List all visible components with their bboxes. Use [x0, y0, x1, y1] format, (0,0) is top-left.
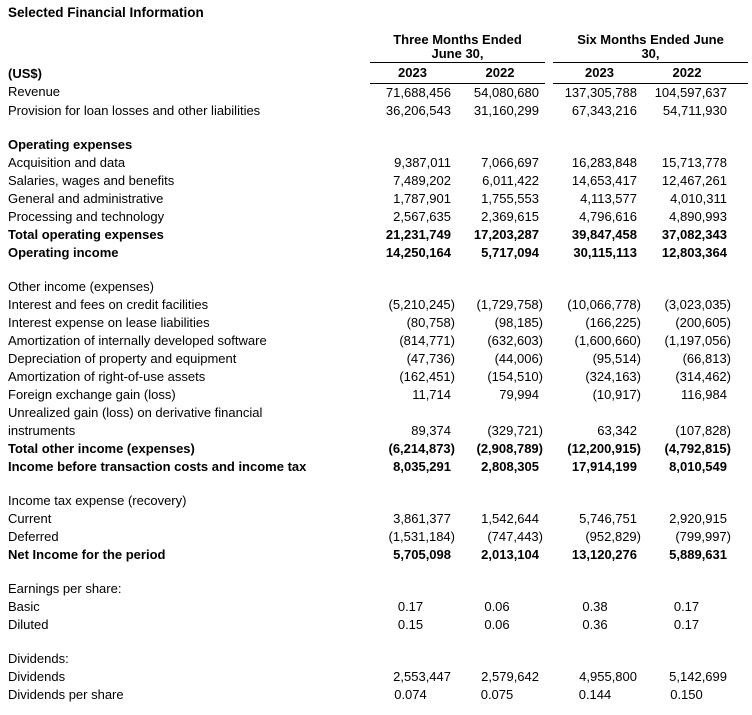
column-gap: [545, 598, 553, 616]
spacer-row: [8, 262, 748, 278]
spacer-row: [8, 120, 748, 136]
table-body: [8, 83, 748, 704]
column-group-header-row: [8, 32, 748, 62]
value-cell: 54,711,930: [662, 102, 727, 118]
section-header-row: [8, 404, 748, 422]
table-row: [8, 332, 748, 350]
row-label: Acquisition and data: [8, 154, 126, 170]
value-cell: 1,542,644: [481, 510, 539, 526]
spacer-row: [8, 564, 748, 580]
value-cell: 0.06: [484, 598, 510, 614]
year-col-1: 2023: [370, 62, 455, 83]
value-cell: 54,080,680: [473, 84, 539, 100]
section-header-row: [8, 650, 748, 668]
row-label: Earnings per share:: [8, 580, 122, 596]
column-gap: [545, 404, 553, 422]
spacer-cell: [8, 564, 748, 580]
column-gap: [545, 314, 553, 332]
value-cell: 9,387,011: [394, 154, 451, 170]
value-cell: (1,197,056): [664, 332, 731, 348]
column-gap: [545, 32, 553, 62]
value-cell: 89,374: [411, 422, 451, 438]
row-label: Amortization of internally developed software: [8, 332, 267, 348]
value-cell: 0.17: [673, 616, 700, 632]
value-cell: 12,803,364: [661, 244, 727, 260]
empty-cell: [370, 136, 455, 154]
table-row: [8, 616, 748, 634]
value-cell: 137,305,788: [564, 84, 637, 100]
year-col-2: 2022: [455, 62, 545, 83]
value-cell: 21,231,749: [385, 226, 451, 242]
value-cell: (44,006): [494, 350, 543, 366]
value-cell: (324,163): [585, 368, 641, 384]
value-cell: (3,023,035): [664, 296, 731, 312]
empty-cell: [646, 492, 748, 510]
empty-cell: [646, 404, 748, 422]
spacer-row: [8, 476, 748, 492]
value-cell: (1,531,184): [388, 528, 455, 544]
value-cell: 5,889,631: [669, 546, 727, 562]
value-cell: (814,771): [399, 332, 455, 348]
spacer-cell: [8, 120, 748, 136]
value-cell: 8,010,549: [669, 458, 727, 474]
value-cell: 37,082,343: [661, 226, 727, 242]
column-gap: [545, 386, 553, 404]
value-cell: 2,567,635: [393, 208, 451, 224]
value-cell: 0.36: [582, 616, 608, 632]
value-cell: 2,013,104: [481, 546, 539, 562]
empty-cell: [455, 492, 545, 510]
column-gap: [545, 440, 553, 458]
value-cell: 36,206,543: [385, 102, 451, 118]
table-row: [8, 226, 748, 244]
value-cell: (166,225): [585, 314, 641, 330]
year-col-4: 2022: [646, 62, 748, 83]
row-label: Interest and fees on credit facilities: [8, 296, 209, 312]
section-header-row: [8, 492, 748, 510]
row-label: Net Income for the period: [8, 546, 166, 562]
row-label: General and administrative: [8, 190, 164, 206]
table-row: [8, 386, 748, 404]
value-cell: (98,185): [494, 314, 543, 330]
value-cell: 1,755,553: [481, 190, 539, 206]
column-gap: [545, 368, 553, 386]
column-gap: [545, 172, 553, 190]
empty-cell: [455, 278, 545, 296]
column-gap: [545, 244, 553, 262]
currency-label: (US$): [8, 66, 42, 81]
value-cell: 11,714: [412, 386, 451, 402]
spacer-row: [8, 634, 748, 650]
spacer-cell: [8, 476, 748, 492]
value-cell: 2,369,615: [481, 208, 539, 224]
value-cell: (329,721): [487, 422, 543, 438]
value-cell: 17,203,287: [473, 226, 539, 242]
value-cell: 67,343,216: [571, 102, 637, 118]
table-header: [8, 32, 748, 83]
col-group-line1: Three Months Ended: [393, 31, 522, 47]
value-cell: 79,994: [499, 386, 539, 402]
value-cell: 7,066,697: [481, 154, 539, 170]
empty-cell: [370, 650, 455, 668]
row-label: Deferred: [8, 528, 59, 544]
table-row: [8, 208, 748, 226]
column-gap: [545, 616, 553, 634]
column-gap: [545, 668, 553, 686]
col-group-line1: Six Months Ended June: [577, 31, 724, 47]
empty-cell: [646, 136, 748, 154]
value-cell: (314,462): [675, 368, 731, 384]
value-cell: 5,717,094: [481, 244, 539, 260]
value-cell: (1,600,660): [574, 332, 641, 348]
value-cell: 13,120,276: [571, 546, 637, 562]
value-cell: 0.074: [394, 686, 427, 702]
empty-cell: [455, 404, 545, 422]
value-cell: 71,688,456: [385, 84, 451, 100]
column-gap: [545, 686, 553, 704]
empty-cell: [646, 278, 748, 296]
empty-cell: [553, 650, 646, 668]
value-cell: (5,210,245): [388, 296, 455, 312]
spacer-cell: [8, 634, 748, 650]
value-cell: (747,443): [487, 528, 543, 544]
row-label: Dividends: [8, 668, 66, 684]
empty-cell: [553, 580, 646, 598]
spacer-cell: [8, 262, 748, 278]
row-label: Other income (expenses): [8, 278, 154, 294]
value-cell: (80,758): [406, 314, 455, 330]
row-label: Interest expense on lease liabilities: [8, 314, 210, 330]
value-cell: 15,713,778: [661, 154, 727, 170]
section-header-row: [8, 278, 748, 296]
empty-cell: [370, 580, 455, 598]
column-gap: [545, 458, 553, 476]
value-cell: 0.15: [397, 616, 424, 632]
value-cell: (162,451): [399, 368, 455, 384]
column-gap: [545, 208, 553, 226]
value-cell: 0.17: [673, 598, 700, 614]
value-cell: (10,917): [592, 386, 641, 402]
row-label: Diluted: [8, 616, 49, 632]
empty-cell: [455, 136, 545, 154]
column-gap: [545, 102, 553, 120]
row-label: Total other income (expenses): [8, 440, 195, 456]
row-label: Amortization of right-of-use assets: [8, 368, 206, 384]
value-cell: 0.075: [480, 686, 514, 702]
value-cell: 30,115,113: [573, 244, 637, 260]
value-cell: 0.150: [670, 686, 703, 702]
value-cell: (12,200,915): [567, 440, 641, 456]
row-label: Operating income: [8, 244, 119, 260]
empty-cell: [553, 278, 646, 296]
column-gap: [545, 350, 553, 368]
row-label: Total operating expenses: [8, 226, 164, 242]
value-cell: (1,729,758): [476, 296, 543, 312]
value-cell: 4,113,577: [580, 190, 637, 206]
value-cell: (154,510): [487, 368, 543, 384]
empty-cell: [553, 404, 646, 422]
column-gap: [545, 528, 553, 546]
row-label: Operating expenses: [8, 136, 133, 152]
value-cell: 0.17: [397, 598, 424, 614]
empty-cell: [646, 580, 748, 598]
value-cell: 4,890,993: [669, 208, 727, 224]
empty-cell: [553, 136, 646, 154]
row-label: Dividends:: [8, 650, 69, 666]
column-gap: [545, 190, 553, 208]
table-row: [8, 368, 748, 386]
column-gap: [545, 154, 553, 172]
empty-cell: [370, 278, 455, 296]
value-cell: (47,736): [406, 350, 455, 366]
table-row: [8, 546, 748, 564]
value-cell: 2,920,915: [669, 510, 727, 526]
value-cell: 16,283,848: [571, 154, 637, 170]
value-cell: 31,160,299: [473, 102, 539, 118]
col-group-line2: 30,: [641, 45, 660, 61]
column-gap: [545, 650, 553, 668]
column-gap: [545, 546, 553, 564]
value-cell: 39,847,458: [571, 226, 637, 242]
empty-cell: [455, 580, 545, 598]
value-cell: (66,813): [682, 350, 731, 366]
value-cell: 2,553,447: [393, 668, 451, 684]
year-col-3: 2023: [553, 62, 646, 83]
col-group-three-months: [370, 32, 545, 62]
value-cell: 6,011,422: [482, 172, 539, 188]
table-row: [8, 172, 748, 190]
table-row: [8, 510, 748, 528]
value-cell: (95,514): [592, 350, 641, 366]
table-row: [8, 422, 748, 440]
col-group-line2: June 30,: [431, 45, 484, 61]
empty-cell: [370, 492, 455, 510]
table-row: [8, 686, 748, 704]
column-gap: [545, 226, 553, 244]
value-cell: 5,142,699: [669, 668, 727, 684]
section-header-row: [8, 580, 748, 598]
table-row: [8, 102, 748, 120]
column-gap: [545, 422, 553, 440]
table-row: [8, 528, 748, 546]
empty-cell: [646, 650, 748, 668]
column-gap: [545, 278, 553, 296]
value-cell: 0.144: [578, 686, 612, 702]
page-title: Selected Financial Information: [8, 5, 204, 20]
value-cell: (632,603): [487, 332, 543, 348]
value-cell: 4,010,311: [670, 190, 727, 206]
row-label: Basic: [8, 598, 40, 614]
column-gap: [545, 296, 553, 314]
value-cell: (4,792,815): [664, 440, 731, 456]
value-cell: 63,342: [597, 422, 637, 438]
value-cell: (799,997): [675, 528, 731, 544]
column-gap: [545, 62, 553, 83]
column-gap: [545, 136, 553, 154]
table-row: [8, 296, 748, 314]
column-gap: [545, 492, 553, 510]
row-label: Foreign exchange gain (loss): [8, 386, 176, 402]
row-label: Provision for loan losses and other liabilities: [8, 102, 261, 118]
value-cell: (6,214,873): [388, 440, 455, 456]
value-cell: 2,808,305: [481, 458, 539, 474]
value-cell: 12,467,261: [661, 172, 727, 188]
table-row: [8, 244, 748, 262]
value-cell: 17,914,199: [571, 458, 637, 474]
row-label: Revenue: [8, 84, 61, 100]
header-spacer-cell: [8, 32, 370, 62]
value-cell: (107,828): [675, 422, 731, 438]
value-cell: 104,597,637: [654, 84, 727, 100]
row-label: Income tax expense (recovery): [8, 492, 187, 508]
row-label: Income before transaction costs and income tax: [8, 458, 307, 474]
row-label: Salaries, wages and benefits: [8, 172, 175, 188]
table-row: [8, 350, 748, 368]
table-row: [8, 668, 748, 686]
column-gap: [545, 580, 553, 598]
value-cell: 0.38: [582, 598, 608, 614]
value-cell: 5,746,751: [579, 510, 637, 526]
value-cell: 7,489,202: [393, 172, 451, 188]
table-row: [8, 440, 748, 458]
value-cell: 1,787,901: [393, 190, 451, 206]
value-cell: 116,984: [680, 386, 727, 402]
value-cell: 0.06: [484, 616, 510, 632]
value-cell: (10,066,778): [567, 296, 641, 312]
column-gap: [545, 332, 553, 350]
row-label: Depreciation of property and equipment: [8, 350, 237, 366]
row-label: Unrealized gain (loss) on derivative financial: [8, 404, 263, 420]
value-cell: 14,653,417: [571, 172, 637, 188]
value-cell: (2,908,789): [476, 440, 543, 456]
table-row: [8, 83, 748, 102]
value-cell: 14,250,164: [385, 244, 451, 260]
value-cell: 4,955,800: [579, 668, 637, 684]
empty-cell: [455, 650, 545, 668]
column-gap: [545, 510, 553, 528]
col-group-six-months: [553, 32, 748, 62]
financial-table: [8, 32, 748, 704]
empty-cell: [553, 492, 646, 510]
value-cell: 4,796,616: [579, 208, 637, 224]
table-row: [8, 598, 748, 616]
value-cell: 8,035,291: [393, 458, 451, 474]
table-row: [8, 458, 748, 476]
value-cell: (200,605): [675, 314, 731, 330]
table-row: [8, 190, 748, 208]
row-label: instruments: [8, 422, 76, 438]
table-row: [8, 314, 748, 332]
value-cell: 2,579,642: [481, 668, 539, 684]
row-label: Current: [8, 510, 52, 526]
row-label: Dividends per share: [8, 686, 124, 702]
value-cell: 3,861,377: [393, 510, 451, 526]
section-header-row: [8, 136, 748, 154]
value-cell: (952,829): [585, 528, 641, 544]
year-header-row: [8, 62, 748, 83]
value-cell: 5,705,098: [393, 546, 451, 562]
empty-cell: [370, 404, 455, 422]
table-row: [8, 154, 748, 172]
column-gap: [545, 83, 553, 102]
row-label: Processing and technology: [8, 208, 165, 224]
